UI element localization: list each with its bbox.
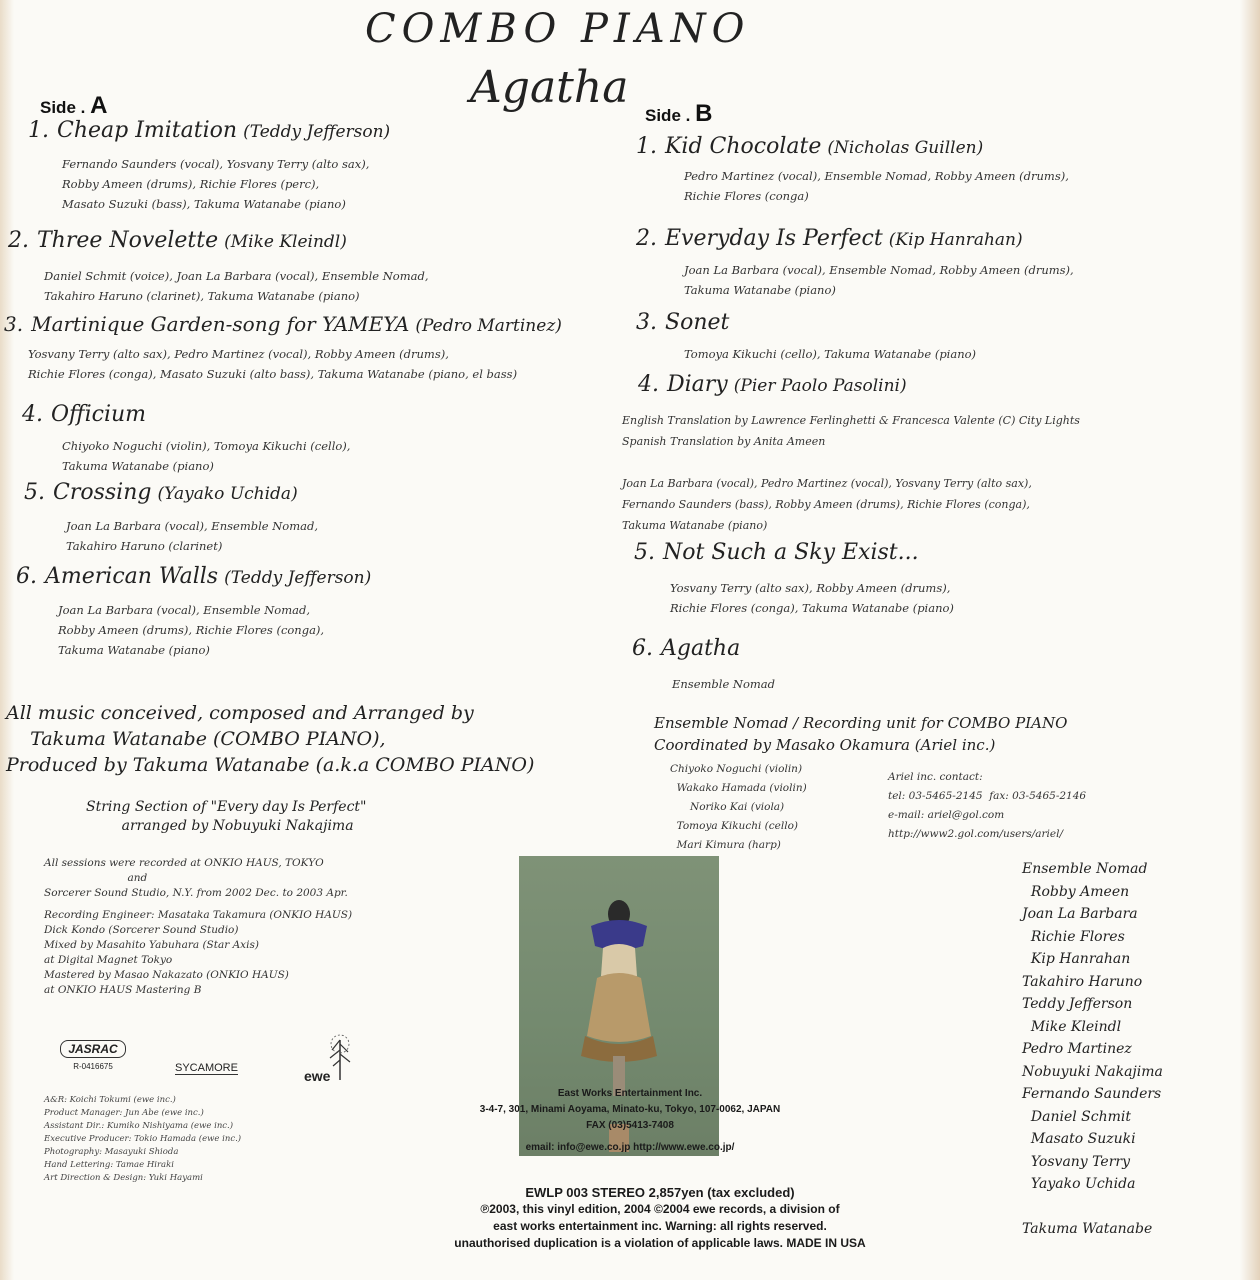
track-number: 1. [28,118,49,143]
track-b5-credits: Yosvany Terry (alto sax), Robby Ameen (drums), Richie Flores (conga), Takuma Watanabe (piano) [670,581,954,615]
track-b4-credits: English Translation by Lawrence Ferlinghetti & Francesca Valente (C) City Lights Spanish Translation by Anita Ameen Joan La Barbara (vocal), Pedro Martinez (vocal), Yosvany Terry (alto sax), Fernando Saunders (bass), Robby Ameen (drums), Richie Flores (conga), Takuma Watanabe (piano) [622,414,1080,532]
side-b-label [645,100,712,128]
track-title: Kid Chocolate [665,134,822,159]
track-number: 3. [636,310,657,335]
side-a-label [40,92,107,120]
track-composer: (Mike Kleindl) [224,232,347,252]
copyright-line-2: east works entertainment inc. Warning: all rights reserved. [493,1219,827,1233]
track-title: Not Such a Sky Exist... [663,540,919,565]
track-b6-credits: Ensemble Nomad [672,677,776,691]
track-number: 5. [24,480,45,505]
track-title: Everyday Is Perfect [665,226,883,251]
track-b5 [634,540,919,565]
track-b3 [636,310,729,335]
company-email: email: info@ewe.co.jp http://www.ewe.co.jp/ [525,1142,735,1153]
track-b1 [636,134,983,159]
track-b4 [638,372,907,397]
album-title: Agatha [470,62,629,113]
track-composer: (Nicholas Guillen) [827,138,984,158]
side-b-prefix: Side . [645,106,691,125]
thanks-list: Ensemble Nomad Robby Ameen Joan La Barbara Richie Flores Kip Hanrahan Takahiro Haruno Teddy Jefferson Mike Kleindl Pedro Martinez Nobuyuki Nakajima Fernando Saunders Daniel Schmit Masato Suzuki Yosvany Terry Yayako Uchida Takuma Watanabe [1022,861,1163,1237]
barcode-code: R-0416675 [73,1062,113,1071]
jasrac-mark: JASRAC [60,1040,126,1058]
track-number: 4. [22,402,43,427]
track-number: 6. [632,636,653,661]
company-address: 3-4-7, 301, Minami Aoyama, Minato-ku, Tokyo, 107-0062, JAPAN [479,1104,781,1115]
track-title: Diary [667,372,728,397]
track-a6 [16,564,371,589]
catalog-number: EWLP 003 STEREO 2,857yen (tax excluded) [525,1185,795,1200]
track-b1-credits: Pedro Martinez (vocal), Ensemble Nomad, Robby Ameen (drums), Richie Flores (conga) [684,169,1069,203]
ariel-contact: Ariel inc. contact: tel: 03-5465-2145 fax: 03-5465-2146 e-mail: ariel@gol.com http://www2.gol.com/users/ariel/ [888,771,1087,840]
copyright-line-3: unauthorised duplication is a violation of applicable laws. MADE IN USA [454,1236,866,1250]
track-title: Three Novelette [37,228,219,253]
track-number: 1. [636,134,657,159]
track-a1 [28,118,390,143]
track-composer: (Teddy Jefferson) [243,122,391,142]
ewe-wordmark: ewe [304,1068,331,1084]
track-a5 [24,480,298,505]
track-a4 [22,402,146,427]
track-a6-credits: Joan La Barbara (vocal), Ensemble Nomad, Robby Ameen (drums), Richie Flores (conga), Takuma Watanabe (piano) [58,603,325,657]
company-name: East Works Entertainment Inc. [557,1088,703,1099]
track-number: 3. [4,312,24,336]
staff-credits: A&R: Koichi Tokumi (ewe inc.) Product Manager: Jun Abe (ewe inc.) Assistant Dir.: Kumiko Nishiyama (ewe inc.) Executive Producer: Tokio Hamada (ewe inc.) Photography: Masayuki Shioda Hand Lettering: Tamae Hiraki Art Direction & Design: Yuki Hayami [44,1095,242,1183]
track-a5-credits: Joan La Barbara (vocal), Ensemble Nomad, Takahiro Haruno (clarinet) [66,519,318,553]
label-info [420,1086,840,1156]
track-number: 4. [638,372,659,397]
track-b6 [632,636,740,661]
ensemble-members: Chiyoko Noguchi (violin) Wakako Hamada (violin) Noriko Kai (viola) Tomoya Kikuchi (cello) Mari Kimura (harp) [670,763,807,851]
track-b2 [636,226,1023,251]
track-composer: (Pier Paolo Pasolini) [733,376,907,396]
track-number: 2. [8,228,29,253]
track-b2-credits: Joan La Barbara (vocal), Ensemble Nomad, Robby Ameen (drums), Takuma Watanabe (piano) [684,263,1074,297]
track-a3 [4,312,562,336]
track-a4-credits: Chiyoko Noguchi (violin), Tomoya Kikuchi (cello), Takuma Watanabe (piano) [62,439,351,473]
recording-sessions: All sessions were recorded at ONKIO HAUS, TOKYO and Sorcerer Sound Studio, N.Y. from 2002 Dec. to 2003 Apr. [44,857,348,899]
side-a-prefix: Side . [40,98,86,117]
track-composer: (Pedro Martinez) [415,316,562,336]
company-fax: FAX (03)5413-7408 [586,1120,674,1131]
string-section-credit: String Section of "Every day Is Perfect" arranged by Nobuyuki Nakajima [86,799,367,834]
production-credit: All music conceived, composed and Arranged by Takuma Watanabe (COMBO PIANO), Produced by Takuma Watanabe (a.k.a COMBO PIANO) [6,702,535,776]
track-title: Cheap Imitation [57,118,238,143]
track-a3-credits: Yosvany Terry (alto sax), Pedro Martinez (vocal), Robby Ameen (drums), Richie Flores (conga), Masato Suzuki (alto bass), Takuma Watanabe (piano, el bass) [28,347,518,381]
band-name: COMBO PIANO [365,6,751,52]
copyright-line-1: ℗2003, this vinyl edition, 2004 ©2004 ewe records, a division of [480,1202,840,1216]
track-title: Officium [51,402,147,427]
track-a1-credits: Fernando Saunders (vocal), Yosvany Terry (alto sax), Robby Ameen (drums), Richie Flores (perc), Masato Suzuki (bass), Takuma Watanabe (piano) [62,157,370,211]
track-number: 5. [634,540,655,565]
copyright-block [380,1184,940,1252]
track-title: Sonet [665,310,730,335]
track-b3-credits: Tomoya Kikuchi (cello), Takuma Watanabe (piano) [684,347,977,361]
track-number: 6. [16,564,37,589]
track-title: Crossing [53,480,152,505]
ensemble-header: Ensemble Nomad / Recording unit for COMBO PIANO Coordinated by Masako Okamura (Ariel inc.) [654,714,1068,754]
side-b-letter: B [695,100,713,127]
engineering-credits: Recording Engineer: Masataka Takamura (ONKIO HAUS) Dick Kondo (Sorcerer Sound Studio) Mixed by Masahito Yabuhara (Star Axis) at Digital Magnet Tokyo Mastered by Masao Nakazato (ONKIO HAUS) at ONKIO HAUS Mastering B [44,909,353,996]
side-a-letter: A [90,92,108,119]
track-composer: (Yayako Uchida) [157,484,298,504]
sycamore-logo: SYCAMORE [175,1062,238,1074]
track-title: American Walls [45,564,219,589]
barcode-logo [60,1040,126,1071]
ewe-logo [300,1030,360,1086]
track-number: 2. [636,226,657,251]
track-composer: (Kip Hanrahan) [888,230,1023,250]
track-a2-credits: Daniel Schmit (voice), Joan La Barbara (vocal), Ensemble Nomad, Takahiro Haruno (clarinet), Takuma Watanabe (piano) [44,269,429,303]
track-title: Agatha [661,636,741,661]
track-a2 [8,228,347,253]
track-title: Martinique Garden-song for YAMEYA [31,312,410,336]
track-composer: (Teddy Jefferson) [224,568,372,588]
